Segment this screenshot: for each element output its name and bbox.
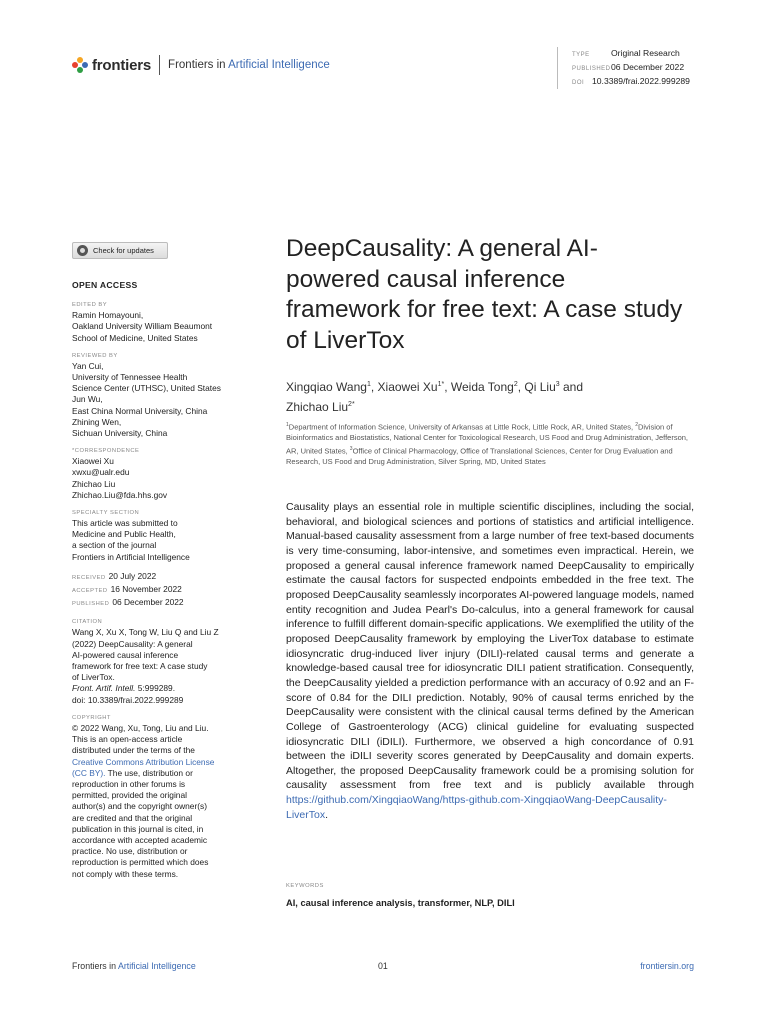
article-meta: [557, 47, 690, 89]
specialty-section: This article was submitted to Medicine and Public Health, a section of the journal Frontiers in Artificial Intelligence: [72, 518, 190, 562]
citation-label: CITATION: [72, 619, 103, 626]
author-name[interactable]: Zhichao Liu: [286, 400, 349, 414]
author-name[interactable]: Qi Liu: [524, 380, 556, 394]
left-sidebar: [72, 280, 242, 880]
journal-accent: Artificial Intelligence: [228, 59, 330, 71]
abstract: Causality plays an essential role in multiple scientific disciplines, including the social, behavioral, and biological sciences and portions of statistics and artificial intelligence. Manual-based causality assessment from a large number of free text-based documents is very time-consuming, labor-intensive, and sometimes even impractical. Herein, we proposed a general causal inference framework named DeepCausality to empirically estimate the causal factors for suspected endpoints embedded in the free text. The proposed DeepCausality seamlessly incorporates AI-powered language models, named entity recognition and Judea Pearl's Do-calculus, into a general framework for causal inference to fulfill different domain-specific applications. We exemplified the utility of the proposed DeepCausality framework by employing the LiverTox database to estimate idiosyncratic drug-induced liver injury (DILI)-related causal terms and generate a knowledge-based causal tree for idiosyncratic DILI patient stratification. Consequently, the DeepCausality yielded a prediction performance with an accuracy of 0.92 and an F-score of 0.84 for the DILI prediction. Notably, 90% of causal terms enriched by the DeepCausality were consistent with the clinical causal terms defined by the American College of Gastroenterology (ACG) clinical guideline for evaluating suspected idiosyncratic DILI (iDILI). Furthermore, we observed a high concordance of 0.91 between the iDILI severity scores generated by DeepCausality and domain experts. Altogether, the proposed DeepCausality framework could be a promising solution for causality assessment from free text and is publicly available through https://github.com/XingqiaoWang/https-github.com-XingqiaoWang-DeepCausality-LiverTox.: [286, 501, 694, 821]
author-name[interactable]: Xiaowei Xu: [377, 380, 438, 394]
journal-name[interactable]: [168, 59, 330, 71]
copyright-label: COPYRIGHT: [72, 714, 111, 721]
meta-published: PUBLISHED06 December 2022: [572, 62, 685, 72]
correspondence-label: *CORRESPONDENCE: [72, 448, 140, 455]
journal-prefix: Frontiers in: [168, 59, 229, 71]
cc-by-link[interactable]: (CC BY).: [72, 767, 106, 778]
footer-site-link[interactable]: frontiersin.org: [640, 961, 694, 971]
citation: Wang X, Xu X, Tong W, Liu Q and Liu Z (2022) DeepCausality: A general AI-powered causal inference framework for free text: A case study of LiverTox. Front. Artif. Intell. 5:999289. doi: 10.3389/frai.2022.999289: [72, 627, 242, 705]
email-link[interactable]: xwxu@ualr.edu: [72, 467, 130, 478]
keywords-label: KEYWORDS: [286, 883, 324, 889]
reviewed-by-label: REVIEWED BY: [72, 352, 118, 359]
frontiers-logo-icon: [72, 57, 88, 73]
email-link[interactable]: Zhichao.Liu@fda.hhs.gov: [72, 489, 168, 500]
cc-license-link[interactable]: Creative Commons Attribution License: [72, 756, 215, 767]
frontiers-logo[interactable]: [72, 57, 151, 74]
published-date: PUBLISHED 06 December 2022: [72, 597, 184, 608]
dates: [72, 571, 242, 611]
author-list: Xingqiao Wang$^1$, Xiaowei $Xu^{1*}$, Weida Tong$^2$, Qi Liu$^3$ and Zhichao Liu$^{2*}$: [286, 380, 584, 414]
logo-text: frontiers: [92, 56, 152, 74]
received-date: RECEIVED 20 July 2022: [72, 570, 157, 581]
copyright: © 2022 Wang, Xu, Tong, Liu and Liu. This is an open-access article distributed under the terms of the Creative Commons Attribution License (CC BY). The use, distribution or reproduction in other forums is permitted, provided the original author(s) and the copyright owner(s) are credited and that the original publication in this journal is cited, in accordance with accepted academic practice. No use, distribution or reproduction is permitted which does not comply with these terms.: [72, 723, 242, 880]
correspondence: Xiaowei Xu xwxu@ualr.edu Zhichao Liu Zhichao.Liu@fda.hhs.gov: [72, 456, 242, 501]
page-number: 01: [378, 961, 388, 971]
check-updates-label: Check for updates: [93, 246, 154, 255]
author-name[interactable]: Xingqiao Wang: [286, 380, 367, 394]
footer-journal[interactable]: Frontiers in Artificial Intelligence: [72, 961, 196, 971]
affiliations: $^1$Department of Information Science, University of Arkansas at Little Rock, Little Rock, AR, United States, $^2$Division of Bioinformatics and Biostatistics, National Center for Toxicological Research, US Food and Drug Administration, Jefferson, AR, United States, $^3$Office of Clinical Pharmacology, Office of Translational Sciences, Center for Drug Evaluation and Research, US Food and Drug Administration, Silver Spring, MD, United States: [286, 422, 688, 466]
article-title: DeepCausality: A general AI-powered causal inference framework for free text: A case study of LiverTox: [286, 235, 683, 354]
meta-doi: DOI 10.3389/frai.2022.999289: [572, 76, 690, 86]
open-access-label: OPEN ACCESS: [72, 280, 138, 290]
keywords: AI, causal inference analysis, transformer, NLP, DILI: [286, 898, 515, 908]
citation-doi[interactable]: doi: 10.3389/frai.2022.999289: [72, 694, 184, 705]
accepted-date: ACCEPTED 16 November 2022: [72, 584, 182, 595]
author-name[interactable]: Weida Tong: [450, 380, 514, 394]
meta-type: TYPE Original Research: [572, 48, 680, 58]
journal-header: [72, 54, 330, 76]
specialty-label: SPECIALTY SECTION: [72, 510, 140, 517]
github-link[interactable]: https://github.com/XingqiaoWang/https-github.com-XingqiaoWang-DeepCausality-LiverTox: [286, 794, 667, 821]
edited-by: Ramin Homayouni, Oakland University William Beaumont School of Medicine, United States: [72, 310, 213, 343]
header-divider: [159, 55, 160, 75]
doi-link[interactable]: 10.3389/frai.2022.999289: [592, 76, 690, 86]
edited-by-label: EDITED BY: [72, 302, 108, 309]
crossmark-icon: [77, 245, 88, 256]
reviewed-by: Yan Cui, University of Tennessee Health Science Center (UTHSC), United States Jun Wu, East China Normal University, China Zhining Wen, Sichuan University, China: [72, 360, 221, 439]
check-for-updates-button[interactable]: [72, 242, 168, 259]
